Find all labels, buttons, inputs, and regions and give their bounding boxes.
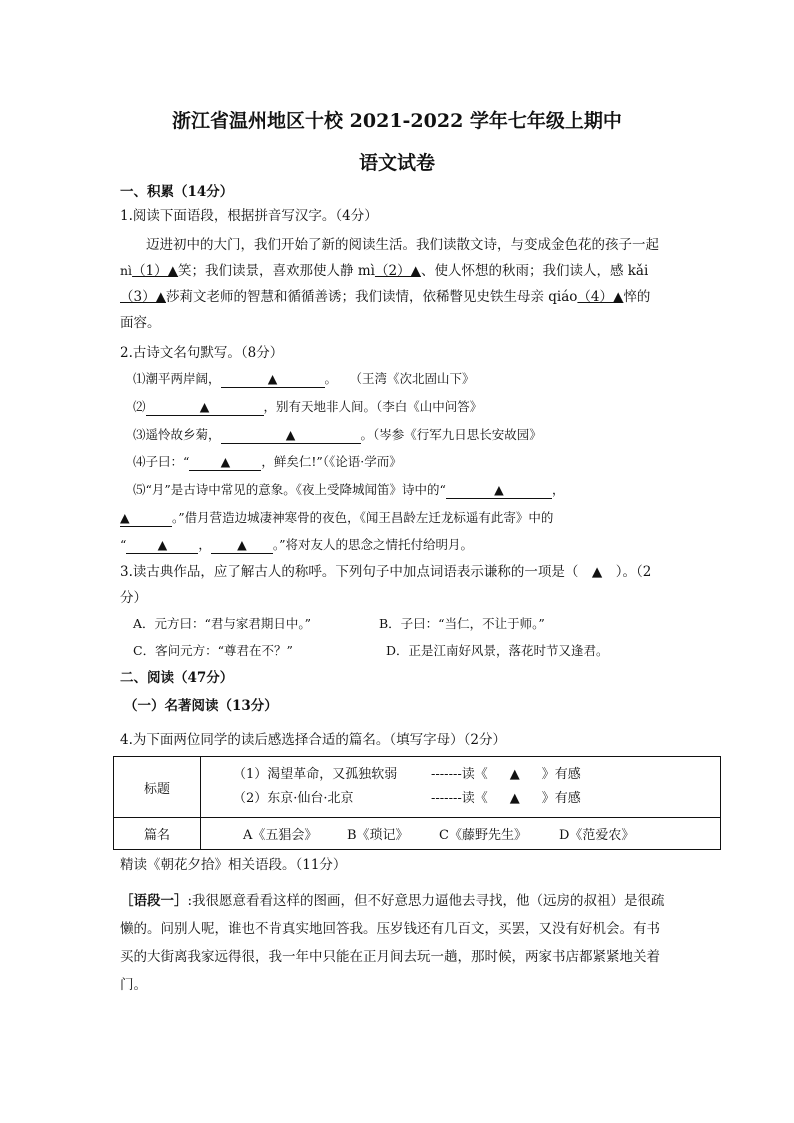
section-heading-accumulation: 一、积累（14分） (120, 184, 234, 200)
answer-blank[interactable]: ▲ (211, 537, 273, 554)
reading-intro: 精读《朝花夕拾》相关语段。（11分） (120, 857, 347, 873)
answer-blank[interactable]: ▲ (120, 510, 172, 527)
table-header-chapter: 篇名 (114, 818, 201, 850)
q4-answer-table (113, 756, 721, 850)
passage-text: 莎莉文老师的智慧和循循善诱；我们读情，依稀瞥见史铁生母亲 qiáo (165, 289, 578, 305)
poem-text: ， (551, 482, 565, 497)
table-text: -------读《 (431, 767, 488, 782)
pinyin-ni: nì (120, 263, 133, 278)
option-a-wuchanghui: A《五猖会》 (243, 828, 318, 843)
table-row-2 (233, 787, 720, 811)
poem-source: ，别有天地非人间。（李白《山中问答》 (263, 399, 483, 414)
q2-item-5-line-2 (120, 505, 553, 531)
poem-text: ⑴潮平两岸阔， (133, 371, 221, 386)
q1-passage-line-3 (120, 284, 650, 310)
passage-text: :我很愿意看看这样的图画，但不好意思力逼他去寻找，他（远房的叔祖）是很疏 (187, 893, 665, 909)
q3-option-b[interactable]: B．子曰：“当仁，不让于师。” (379, 616, 545, 631)
passage-1-line-4: 门。 (120, 977, 147, 993)
answer-blank[interactable]: ▲ (221, 427, 361, 444)
poem-text: ⑸“月”是古诗中常见的意象。《夜上受降城闻笛》诗中的“ (133, 482, 446, 497)
q2-item-1 (133, 366, 475, 392)
q2-item-5-line-3 (120, 532, 473, 558)
answer-blank[interactable]: ▲ (446, 482, 552, 499)
passage-text: 悴的 (623, 289, 651, 305)
poem-text: ⑵ (133, 399, 146, 414)
answer-blank-1[interactable]: （1）▲ (132, 263, 179, 279)
passage-1-line-3: 买的大街离我家远得很，我一年中只能在正月间去玩一趟，那时候，两家书店都紧紧地关着 (120, 949, 660, 965)
table-title-cell (201, 757, 721, 818)
question-3-stem-line-2: 分） (120, 590, 147, 606)
option-b-suoji: B《琐记》 (347, 828, 409, 843)
answer-blank[interactable]: ▲ (146, 399, 264, 416)
subsection-heading-classics: （一）名著阅读（13分） (124, 698, 278, 714)
q2-item-4 (133, 449, 402, 475)
q1-passage-line-1: 迈进初中的大门，我们开始了新的阅读生活。我们读散文诗，与变成金色花的孩子一起 (146, 237, 659, 253)
answer-blank[interactable]: ▲ (126, 537, 198, 554)
table-text: -------读《 (431, 791, 488, 806)
q2-item-3 (133, 422, 542, 448)
table-text: 》有感 (541, 791, 581, 806)
q1-passage-line-4: 面容。 (120, 315, 161, 331)
answer-blank-4[interactable]: （4）▲ (577, 289, 624, 305)
answer-blank[interactable]: ▲ (509, 767, 520, 782)
poem-source: 。 （王湾《次北固山下》 (324, 371, 475, 386)
poem-text: ， (198, 537, 211, 552)
answer-blank[interactable]: ▲ (509, 791, 520, 806)
answer-blank[interactable]: ▲ (221, 371, 325, 388)
passage-1-line-1 (120, 887, 665, 915)
review-title-2: （2）东京·仙台·北京 (233, 791, 354, 806)
question-2-stem: 2.古诗文名句默写。（8分） (120, 345, 284, 361)
q1-passage-line-2 (120, 258, 648, 284)
poem-text: ⑷子曰：“ (133, 454, 190, 469)
passage-text: 、使人怀想的秋雨；我们读人，感 kǎi (420, 263, 649, 279)
option-c-tengye: C《藤野先生》 (439, 828, 527, 843)
q3-option-c[interactable]: C．客问元方：“尊君在不？” (133, 643, 293, 658)
table-text: 》有感 (541, 767, 581, 782)
page-subtitle: 语文试卷 (358, 152, 435, 174)
table-row-1 (233, 763, 720, 787)
question-1-stem: 1.阅读下面语段，根据拼音写汉字。（4分） (120, 208, 378, 224)
passage-text: 笑；我们读景，喜欢那使人静 mì (178, 263, 375, 279)
poem-source: 。（岑参《行军九日思长安故园》 (360, 427, 542, 442)
q3-option-a[interactable]: A．元方曰：“君与家君期日中。” (133, 616, 312, 631)
answer-blank[interactable]: ▲ (189, 454, 261, 471)
table-header-title: 标题 (114, 757, 201, 818)
option-d-fanainong: D《范爱农》 (559, 828, 635, 843)
poem-text: ⑶遥怜故乡菊， (133, 427, 221, 442)
poem-text: 。”将对友人的思念之情托付给明月。 (272, 537, 474, 552)
question-3-stem-line-1: 3.读古典作品，应了解古人的称呼。下列句子中加点词语表示谦称的一项是（ ▲ ）。（2 (120, 564, 652, 580)
q2-item-2 (133, 394, 482, 420)
answer-blank-2[interactable]: （2）▲ (374, 263, 421, 279)
passage-label: ［语段一］ (120, 893, 188, 909)
answer-blank-3[interactable]: （3）▲ (120, 289, 166, 305)
q2-item-5-line-1 (133, 477, 564, 503)
review-title-1: （1）渴望革命，又孤独软弱 (233, 767, 398, 782)
poem-text: 。”借月营造边城凄神寒骨的夜色，《闻王昌龄左迁龙标遥有此寄》中的 (172, 510, 554, 525)
table-options-cell (201, 818, 721, 850)
q3-option-d[interactable]: D．正是江南好风景，落花时节又逢君。 (386, 643, 609, 658)
page-title: 浙江省温州地区十校 2021-2022 学年七年级上期中 (172, 110, 622, 132)
passage-1-line-2: 懒的。问别人呢，谁也不肯真实地回答我。压岁钱还有几百文，买罢，又没有好机会。有书 (120, 921, 660, 937)
poem-source: ，鲜矣仁!”（《论语·学而》 (261, 454, 402, 469)
section-heading-reading: 二、阅读（47分） (120, 670, 234, 686)
question-4-stem: 4.为下面两位同学的读后感选择合适的篇名。（填写字母）（2分） (120, 732, 506, 748)
poem-text: “ (120, 537, 127, 552)
